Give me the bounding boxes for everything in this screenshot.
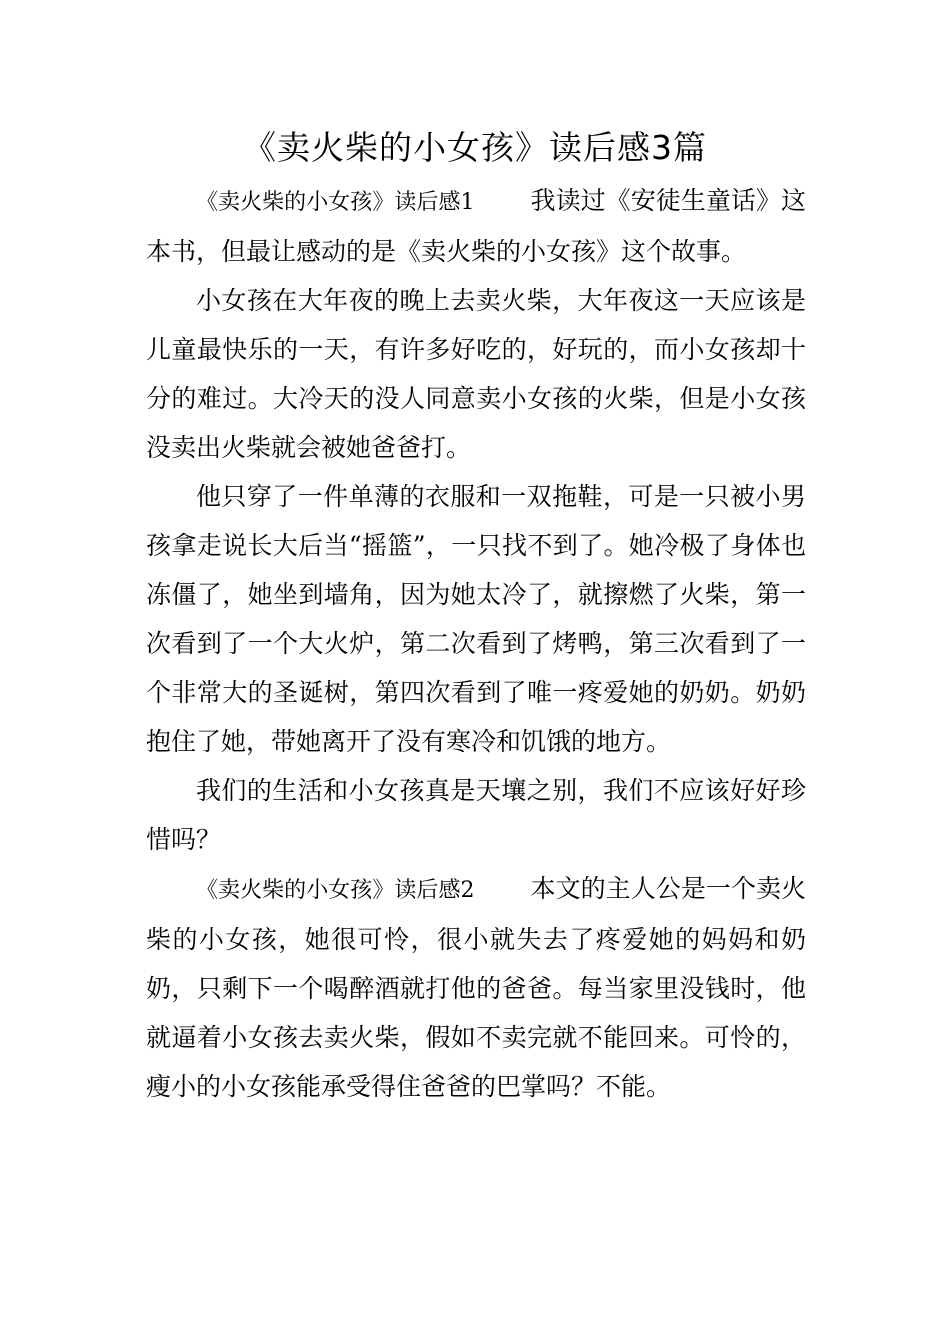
section-2-heading: 《卖火柴的小女孩》读后感2 xyxy=(196,878,475,903)
section-1-intro-paragraph xyxy=(146,176,806,276)
section-1-paragraph-2: 小女孩在大年夜的晚上去卖火柴，大年夜这一天应该是儿童最快乐的一天，有许多好吃的，好玩的，而小女孩却十分的难过。大冷天的没人同意卖小女孩的火柴，但是小女孩没卖出火柴就会被她爸爸打。 xyxy=(146,286,806,462)
section-2-intro-paragraph xyxy=(146,864,806,1111)
document-title: 《卖火柴的小女孩》读后感3篇 xyxy=(243,128,707,167)
section-2-paragraph-1: 本文的主人公是一个卖火柴的小女孩，她很可怜，很小就失去了疼爱她的妈妈和奶奶，只剩下一个喝醉酒就打他的爸爸。每当家里没钱时，他就逼着小女孩去卖火柴，假如不卖完就不能回来。可怜的，瘦小的小女孩能承受得住爸爸的巴掌吗？不能。 xyxy=(146,874,806,1101)
section-1-paragraph-4: 我们的生活和小女孩真是天壤之别，我们不应该好好珍惜吗？ xyxy=(146,776,806,854)
section-1-paragraph-3: 他只穿了一件单薄的衣服和一双拖鞋，可是一只被小男孩拿走说长大后当“摇篮”，一只找不到了。她冷极了身体也冻僵了，她坐到墙角，因为她太冷了，就擦燃了火柴，第一次看到了一个大火炉，第二次看到了烤鸭，第三次看到了一个非常大的圣诞树，第四次看到了唯一疼爱她的奶奶。奶奶抱住了她，带她离开了没有寒冷和饥饿的地方。 xyxy=(146,482,806,756)
section-1-heading: 《卖火柴的小女孩》读后感1 xyxy=(196,190,475,215)
document-body xyxy=(146,176,806,1111)
section-1-paragraph-1: 我读过《安徒生童话》这本书，但最让感动的是《卖火柴的小女孩》这个故事。 xyxy=(146,186,806,266)
